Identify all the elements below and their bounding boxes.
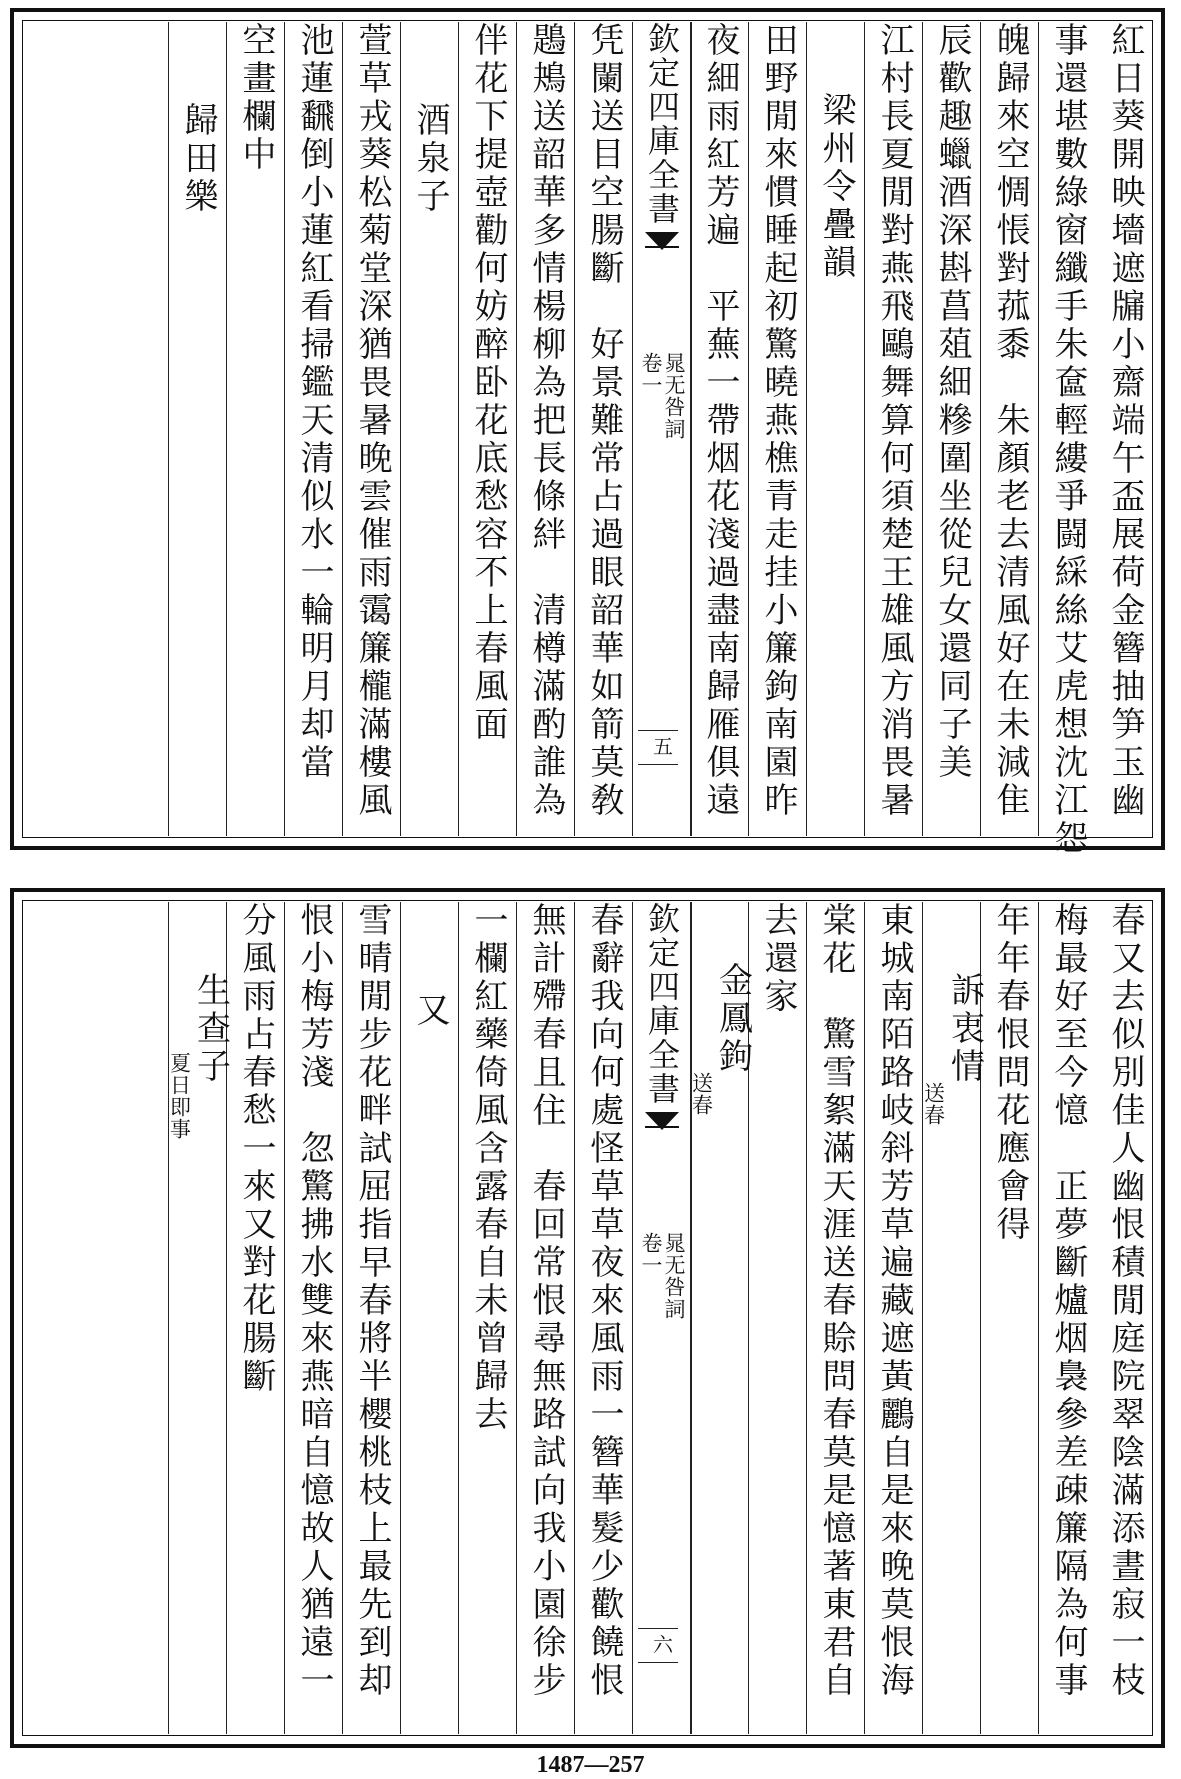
text-column	[458, 902, 517, 1734]
title-note: 送春	[921, 1082, 946, 1126]
text-column	[748, 902, 807, 1734]
text-column	[226, 22, 285, 836]
book-series-title: 欽定四庫全書	[643, 902, 681, 1106]
column-text: 伴花下提壺勸何妨醉卧花底愁容不上春風面	[468, 22, 508, 744]
poem-title: 訴衷情	[944, 972, 985, 1086]
book-series-title: 欽定四庫全書	[643, 22, 681, 226]
column-text: 池蓮飜倒小蓮紅看掃鑑天清似水一輪明月却當	[294, 22, 334, 782]
page-number: 六	[648, 1634, 677, 1654]
text-column	[980, 22, 1039, 836]
poem-title: 梁州令疊韻	[816, 92, 856, 282]
text-column	[980, 902, 1039, 1734]
poem-title: 又	[410, 992, 450, 1030]
column-text: 雪晴閒步花畔試屈指早春將半櫻桃枝上最先到却	[352, 902, 392, 1700]
column-text: 去還家	[758, 902, 798, 1016]
juan-label: 卷一	[639, 1232, 663, 1276]
book-title: 晁无咎詞	[662, 352, 686, 440]
column-text: 凭闌送目空腸斷 好景難常占過眼韶華如箭莫敎	[584, 22, 624, 820]
text-column	[921, 902, 985, 1734]
column-text: 東城南陌路岐斜芳草遍藏遮黃鸝自是來晚莫恨海	[874, 902, 914, 1700]
page-footer-number: 1487—257	[536, 1752, 645, 1778]
column-text: 一欄紅藥倚風含露春自未曾歸去	[468, 902, 508, 1434]
page-panel-top	[10, 8, 1165, 858]
title-with-note	[921, 972, 985, 1126]
center-fold	[632, 22, 692, 836]
column-text: 萱草戎葵松菊堂深猶畏暑晚雲催雨霭簾櫳滿樓風	[352, 22, 392, 820]
text-column	[168, 22, 227, 836]
text-column	[342, 22, 401, 836]
text-column	[1096, 22, 1154, 836]
text-column	[574, 902, 633, 1734]
column-text: 空畫欄中	[236, 22, 276, 174]
text-column	[690, 22, 749, 836]
page-panel-bottom	[10, 888, 1165, 1748]
text-column	[226, 902, 285, 1734]
column-text: 魄歸來空惆悵對菰黍 朱顏老去清風好在未減隹	[990, 22, 1030, 820]
poem-title: 金鳳鉤	[712, 962, 753, 1076]
column-text: 無計殢春且住 春回常恨尋無路試向我小園徐步	[526, 902, 566, 1700]
text-column	[574, 22, 633, 836]
text-column	[689, 902, 753, 1734]
column-text: 辰歡趣蠟酒深斟菖葅細糝圍坐從兒女還同子美	[932, 22, 972, 782]
column-text: 梅最好至今憶 正夢斷爐烟裊參差疎簾隔為何事	[1048, 902, 1088, 1700]
text-column	[806, 902, 865, 1734]
column-text: 春又去似別佳人幽恨積閒庭院翠陰滿添晝寂一枝	[1105, 902, 1145, 1700]
column-text: 紅日葵開映墻遮牖小齋端午盃展荷金簪抽笋玉幽	[1105, 22, 1145, 820]
text-column	[922, 22, 981, 836]
column-text: 恨小梅芳淺 忽驚拂水雙來燕暗自憶故人猶遠一	[294, 902, 334, 1700]
column-text: 年年春恨問花應會得	[990, 902, 1030, 1244]
poem-title: 酒泉子	[410, 102, 450, 216]
fishtail-mark	[645, 232, 679, 262]
text-column	[458, 22, 517, 836]
text-column	[342, 902, 401, 1734]
text-column	[748, 22, 807, 836]
column-text: 分風雨占春愁一來又對花腸斷	[236, 902, 276, 1396]
column-text: 春辭我向何處怪草草夜來風雨一簪華髮少歡饒恨	[584, 902, 624, 1700]
column-text: 江村長夏閒對燕飛鷗舞算何須楚王雄風方消畏暑	[874, 22, 914, 820]
text-column	[284, 902, 343, 1734]
text-column	[400, 22, 459, 836]
text-column	[864, 22, 923, 836]
text-column	[1038, 902, 1097, 1734]
column-text: 鶗鴂送韶華多情楊柳為把長條絆 清樽滿酌誰為	[526, 22, 566, 820]
poem-title: 歸田樂	[178, 102, 218, 216]
text-column	[167, 902, 231, 1734]
title-note: 送春	[689, 1072, 714, 1116]
fishtail-mark	[645, 1112, 679, 1142]
fold-info	[640, 1232, 684, 1320]
text-column	[516, 902, 575, 1734]
column-text: 田野閒來慣睡起初驚曉燕樵青走挂小簾鉤南園昨	[758, 22, 798, 820]
book-title: 晁无咎詞	[662, 1232, 686, 1320]
title-with-note	[689, 962, 753, 1116]
column-text: 棠花 驚雪絮滿天涯送春賒問春莫是憶著東君自	[816, 902, 856, 1700]
center-fold	[632, 902, 692, 1734]
text-column	[516, 22, 575, 836]
text-column	[1038, 22, 1097, 858]
text-column	[806, 22, 865, 836]
text-column	[864, 902, 923, 1734]
text-column	[284, 22, 343, 836]
column-text: 夜細雨紅芳遍 平蕪一帶烟花淺過盡南歸雁俱遠	[700, 22, 740, 820]
page-number: 五	[648, 736, 677, 756]
title-with-note	[167, 972, 231, 1140]
fold-info	[640, 352, 684, 440]
text-column	[1096, 902, 1154, 1734]
title-note: 夏日即事	[167, 1052, 192, 1140]
text-column	[400, 902, 459, 1734]
poem-title: 生查子	[190, 972, 231, 1086]
juan-label: 卷一	[639, 352, 663, 396]
column-text: 事還堪數綠窗纖手朱奩輕縷爭闘綵絲艾虎想沈江怨	[1048, 22, 1088, 858]
